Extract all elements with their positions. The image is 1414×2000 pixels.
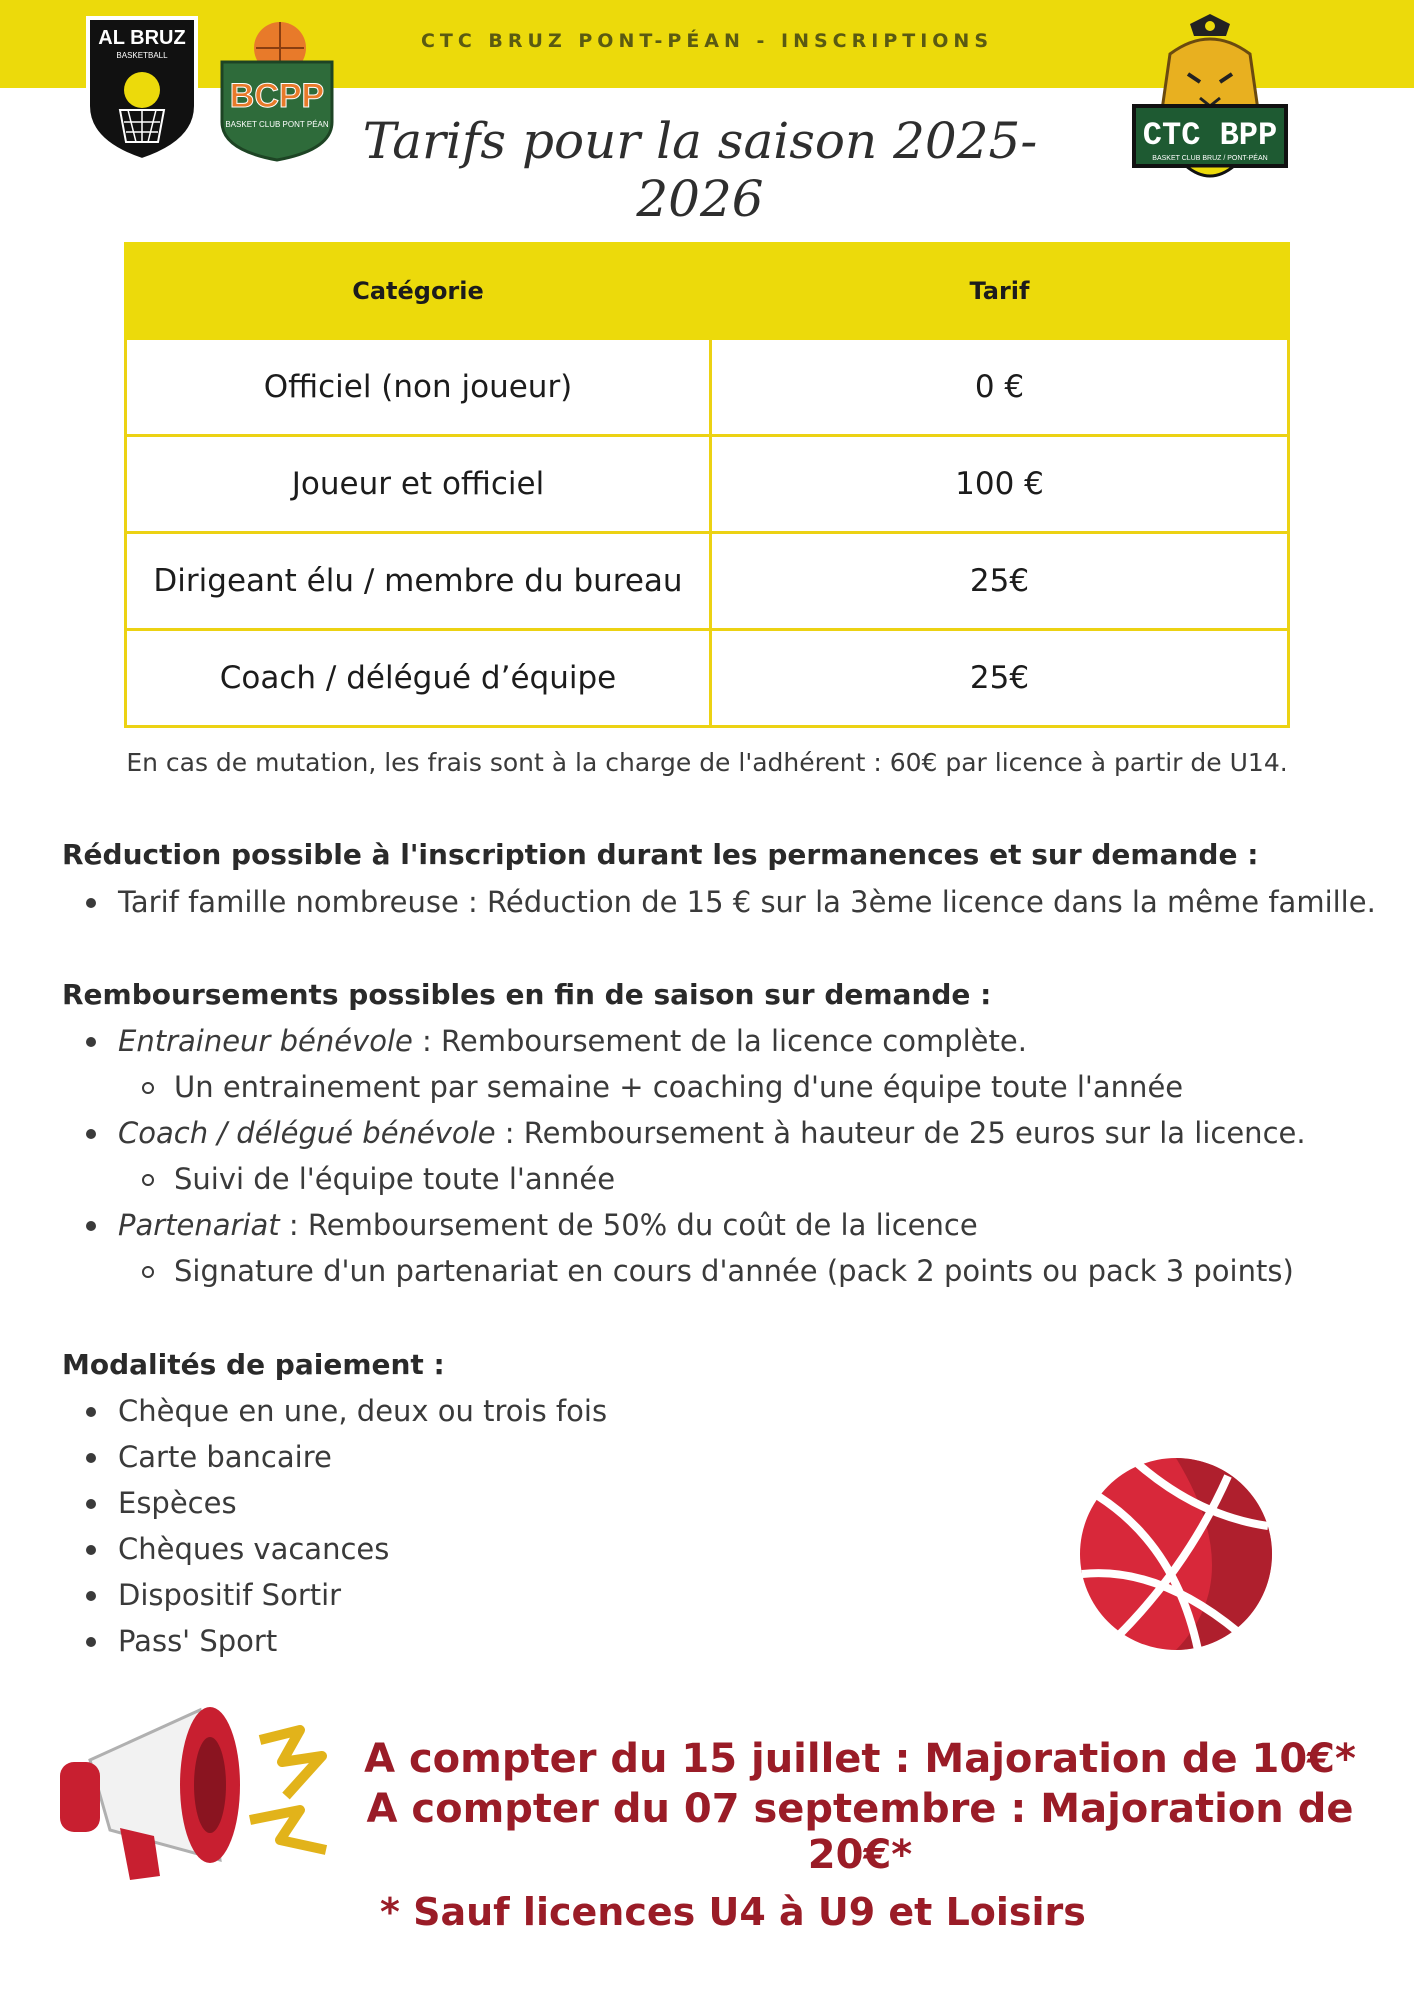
list-item: Espèces [62,1480,607,1526]
mutation-note: En cas de mutation, les frais sont à la charge de l'adhérent : 60€ par licence à partir de U14. [126,748,1288,777]
al-bruz-logo [84,14,200,164]
bcpp-logo-name: BCPP [229,77,325,115]
list-subitem: Un entrainement par semaine + coaching d'une équipe toute l'année [62,1064,1306,1110]
item-label: Coach / délégué bénévole [118,1116,496,1150]
ctc-logo-sub: BASKET CLUB BRUZ / PONT-PÉAN [1152,155,1268,162]
table-cell-price: 100 € [711,436,1289,533]
ctc-bpp-logo [1130,14,1290,184]
column-header-categorie: Catégorie [126,244,711,339]
list-item: Tarif famille nombreuse : Réduction de 15 € sur la 3ème licence dans la même famille. [62,879,1376,925]
page-title: Tarifs pour la saison 2025-2026 [362,112,1038,228]
banner-title: CTC BRUZ PONT-PÉAN - INSCRIPTIONS [420,30,994,52]
promo-line-1: A compter du 15 juillet : Majoration de 10€* [364,1736,1356,1782]
list-subitem: Suivi de l'équipe toute l'année [62,1156,1306,1202]
table-row [126,436,1289,533]
table-cell-price: 0 € [711,339,1289,436]
list-item [62,1018,1306,1064]
column-header-tarif: Tarif [711,244,1289,339]
reduction-list [62,879,1376,925]
item-text: : Remboursement de la licence complète. [412,1024,1027,1058]
table-header-row [126,244,1289,339]
albruz-logo-sub: BASKETBALL [116,51,168,60]
table-row [126,630,1289,727]
list-item: Carte bancaire [62,1434,607,1480]
table-cell-category: Officiel (non joueur) [126,339,711,436]
list-subitem: Signature d'un partenariat en cours d'année (pack 2 points ou pack 3 points) [62,1248,1306,1294]
tarifs-table [124,242,1290,728]
table-cell-category: Joueur et officiel [126,436,711,533]
list-item: Pass' Sport [62,1618,607,1664]
item-text: : Remboursement à hauteur de 25 euros sur la licence. [495,1116,1306,1150]
albruz-logo-name: AL BRUZ [98,27,186,49]
promo-line-2: A compter du 07 septembre : Majoration de 20€* [366,1786,1354,1878]
promo-exception: * Sauf licences U4 à U9 et Loisirs [380,1890,1086,1934]
bcpp-logo-sub: BASKET CLUB PONT PÉAN [225,120,329,129]
remboursements-title: Remboursements possibles en fin de saison sur demande : [62,978,992,1011]
list-item [62,1202,1306,1248]
item-text: : Remboursement de 50% du coût de la licence [279,1208,978,1242]
paiement-title: Modalités de paiement : [62,1348,445,1381]
table-cell-category: Dirigeant élu / membre du bureau [126,533,711,630]
ctc-logo-name: CTC BPP [1142,117,1278,154]
megaphone-icon [50,1700,350,1890]
reduction-title: Réduction possible à l'inscription durant les permanences et sur demande : [62,838,1259,871]
item-label: Entraineur bénévole [118,1024,413,1058]
paiement-list [62,1388,607,1664]
remboursements-list [62,1018,1306,1294]
list-item: Chèques vacances [62,1526,607,1572]
item-label: Partenariat [118,1208,280,1242]
table-cell-category: Coach / délégué d’équipe [126,630,711,727]
basketball-icon [1078,1456,1274,1652]
list-item: Chèque en une, deux ou trois fois [62,1388,607,1434]
table-cell-price: 25€ [711,630,1289,727]
table-row [126,339,1289,436]
table-cell-price: 25€ [711,533,1289,630]
table-row [126,533,1289,630]
list-item [62,1110,1306,1156]
list-item: Dispositif Sortir [62,1572,607,1618]
